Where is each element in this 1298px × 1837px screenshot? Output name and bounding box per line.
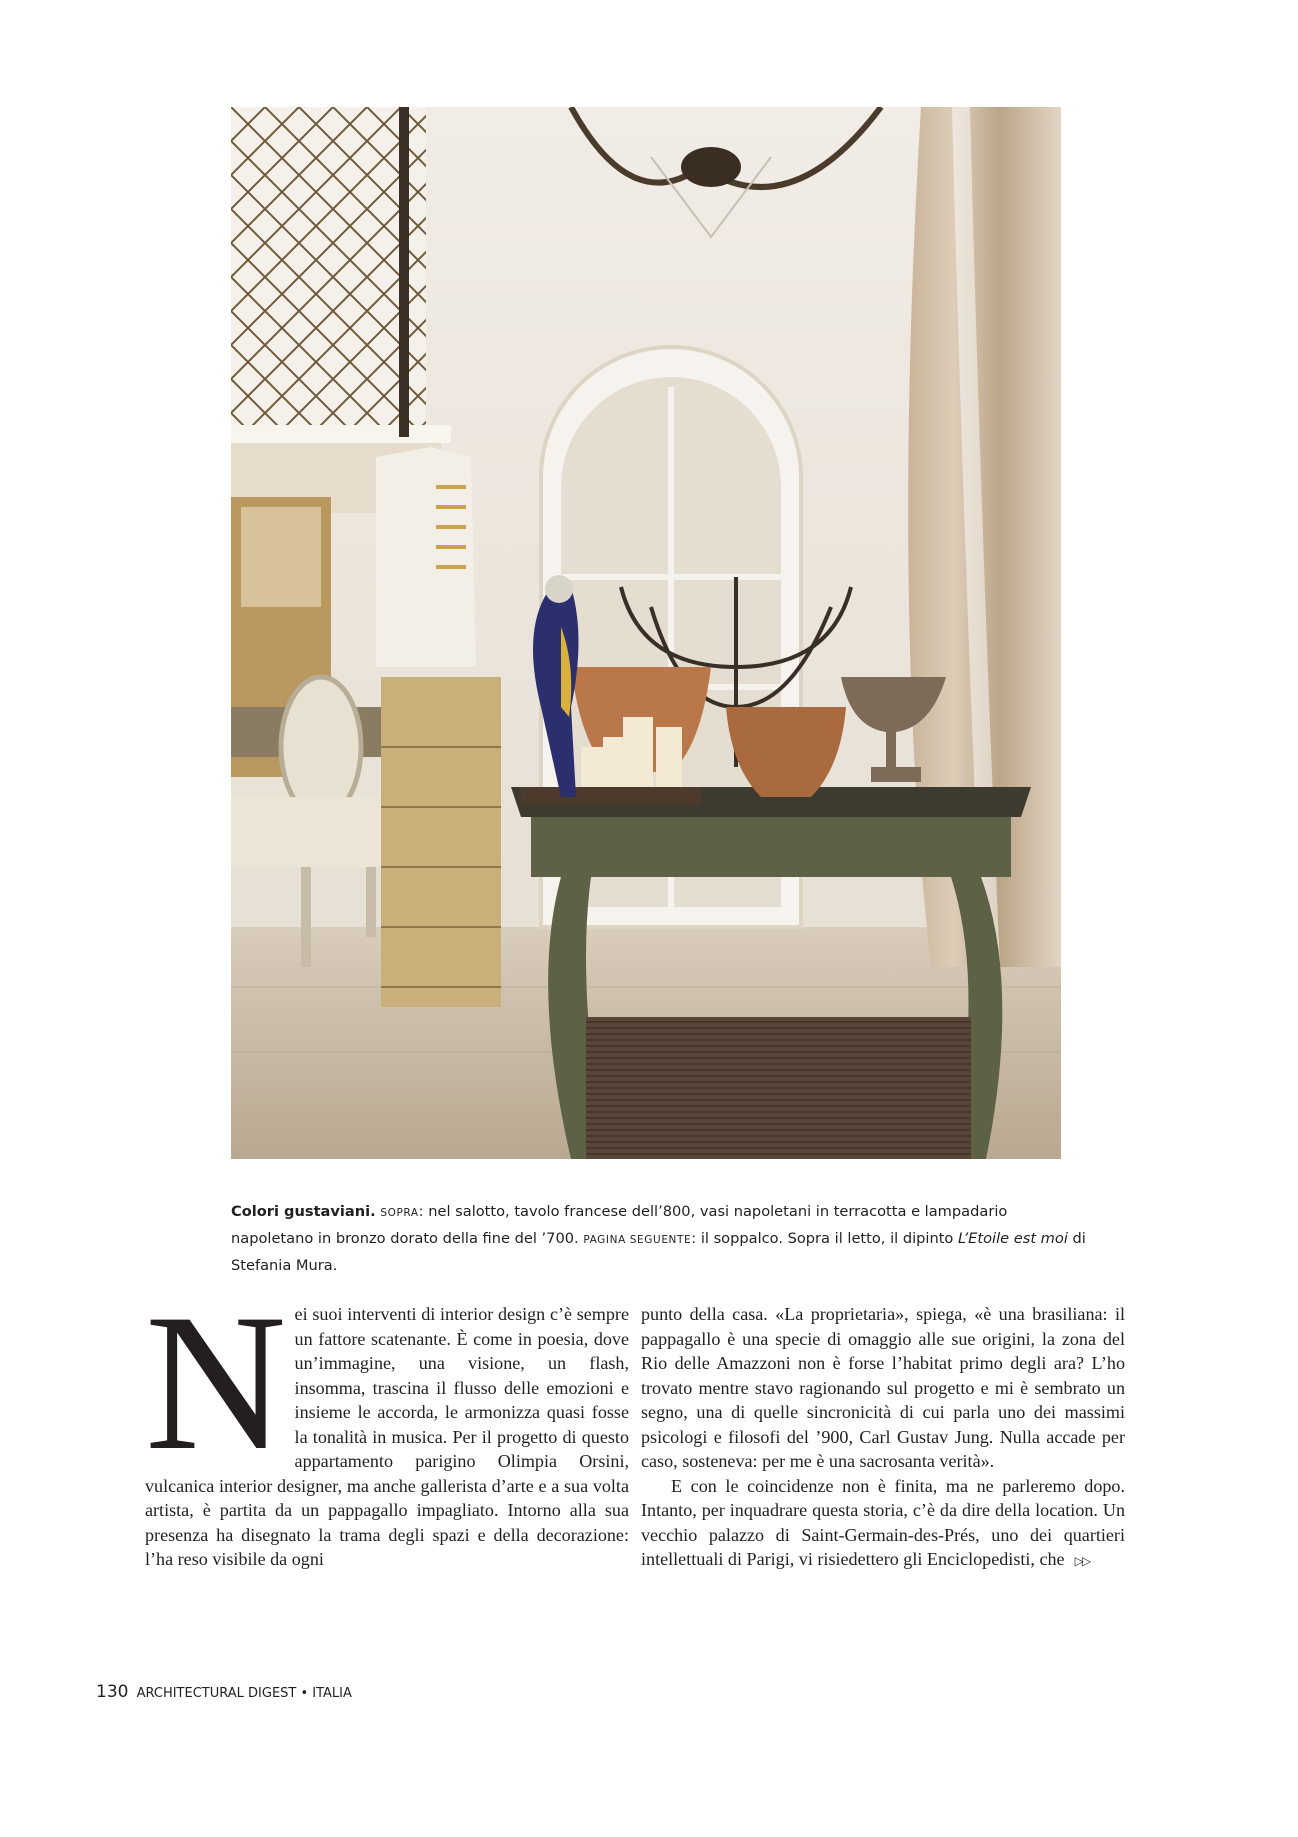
column-2-text: E con le coincidenze non è finita, ma ne parleremo dopo. Intanto, per inquadrare questa storia, c’è da dire della location. Un vecchio palazzo di Saint-Germain-des-Prés, uno dei quartieri intellettuali di Parigi, vi risiedettero gli Enciclopedisti, che (641, 1475, 1125, 1569)
article-column-2 (641, 1302, 1125, 1574)
military-jacket (376, 447, 476, 667)
caption-text-3: di Stefania Mura. (231, 1230, 1086, 1274)
mezzanine-railing (231, 107, 426, 427)
column-1-text: ei suoi interventi di interior design c’è sempre un fattore scatenante. È come in poesia, dove un’immagine, una visione, un flash, insomma, trascina il flusso delle emozioni e insieme le accorda, le armonizza quasi fosse la tonalità in musica. Per il progetto di questo appartamento parigino Olimpia Orsini, vulcanica interior designer, ma anche gallerista d’arte e a sua volta artista, è partita da un pappagallo impagliato. Intorno alla sua presenza ha disegnato la trama degli spazi e della decorazione: l’ha reso visibile da ogni (145, 1304, 629, 1569)
woven-shelf (586, 1017, 971, 1159)
article-paragraph (145, 1274, 629, 1572)
article-column-1 (145, 1274, 629, 1572)
caption-artwork-title: L’Etoile est moi (958, 1230, 1068, 1247)
continue-arrow-icon: ▷▷ (1074, 1554, 1090, 1568)
staircase (381, 677, 501, 1007)
caption-label-above: SOPRA (380, 1207, 419, 1219)
publication-name: ARCHITECTURAL DIGEST • ITALIA (136, 1686, 352, 1701)
photo-caption (231, 1199, 1091, 1279)
article-paragraph (641, 1474, 1125, 1574)
caption-text-2: : il soppalco. Sopra il letto, il dipinto (691, 1230, 958, 1247)
caption-text-1: : nel salotto, tavolo francese dell’800, vasi napoletani in terracotta e lampadario napoletano in bronzo dorato della fine del ’700. (231, 1203, 1008, 1247)
article-paragraph: punto della casa. «La proprietaria», spiega, «è una brasiliana: il pappagallo è una specie di omaggio alle sue origini, la zona del Rio delle Amazzoni non è forse l’habitat primo degli ara? L’ho trovato mentre stavo ragionando sul progetto e mi è sembrato un segno, una di quelle sincronicità di cui parla uno dei massimi psicologi e filosofi del ’900, Carl Gustav Jung. Nulla accade per caso, sosteneva: per me è una sacrosanta verità». (641, 1304, 1125, 1471)
drop-cap: N (145, 1274, 287, 1491)
room-illustration (231, 107, 1061, 1159)
caption-label-next-page: PAGINA SEGUENTE (583, 1234, 692, 1246)
caption-heading: Colori gustaviani. (231, 1203, 376, 1220)
page-number: 130 (96, 1682, 129, 1702)
page-footer (96, 1682, 352, 1702)
room-photo (231, 107, 1061, 1159)
